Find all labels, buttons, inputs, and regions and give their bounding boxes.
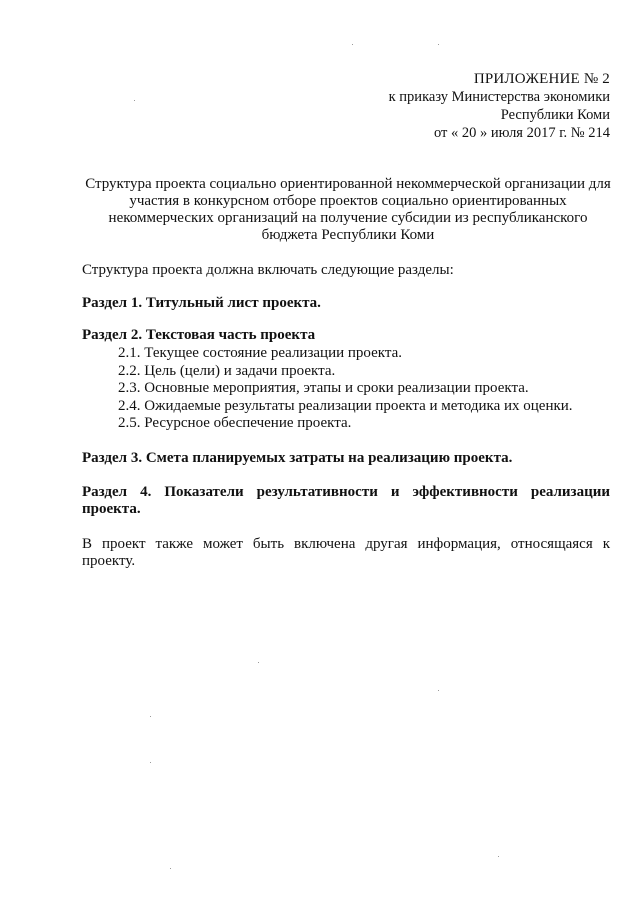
section-2-items: [82, 345, 610, 433]
section-4-title: Раздел 4. Показатели результативности и эффективности реализации проекта.: [82, 483, 610, 517]
annex-line-republic: Республики Коми: [500, 107, 610, 123]
section-2-title: Раздел 2. Текстовая часть проекта: [82, 327, 316, 343]
annex-title: ПРИЛОЖЕНИЕ № 2: [473, 71, 610, 87]
annex-line-date: от « 20 » июля 2017 г. № 214: [433, 125, 610, 141]
scan-speck: [352, 44, 353, 45]
scan-speck: [170, 868, 171, 869]
list-item: 2.5. Ресурсное обеспечение проекта.: [118, 415, 352, 431]
closing-text: В проект также может быть включена другая информация, относящаяся к проекту.: [82, 535, 610, 569]
scan-speck: [150, 762, 151, 763]
scan-speck: [498, 856, 499, 857]
scan-speck: [134, 100, 135, 101]
list-item: 2.2. Цель (цели) и задачи проекта.: [118, 362, 336, 379]
list-item: 2.1. Текущее состояние реализации проекта.: [118, 345, 402, 361]
section-1-title: Раздел 1. Титульный лист проекта.: [82, 295, 321, 311]
list-item: 2.4. Ожидаемые результаты реализации проекта и методика их оценки.: [118, 397, 573, 414]
document-body: [82, 262, 610, 570]
scan-speck: [438, 44, 439, 45]
section-3-title: Раздел 3. Смета планируемых затраты на реализацию проекта.: [82, 449, 513, 466]
annex-header: [250, 70, 610, 142]
annex-line-order: к приказу Министерства экономики: [388, 89, 610, 105]
scan-speck: [150, 716, 151, 717]
scan-speck: [438, 690, 439, 691]
scan-speck: [258, 662, 259, 663]
list-item: 2.3. Основные мероприятия, этапы и сроки реализации проекта.: [118, 380, 529, 396]
document-title: Структура проекта социально ориентированной некоммерческой организации для участия в конкурсном отборе проектов социально ориентированных некоммерческих организаций на получение субсидии из республиканского бюджета Республики Коми: [85, 176, 611, 243]
intro-text: Структура проекта должна включать следующие разделы:: [82, 262, 454, 278]
